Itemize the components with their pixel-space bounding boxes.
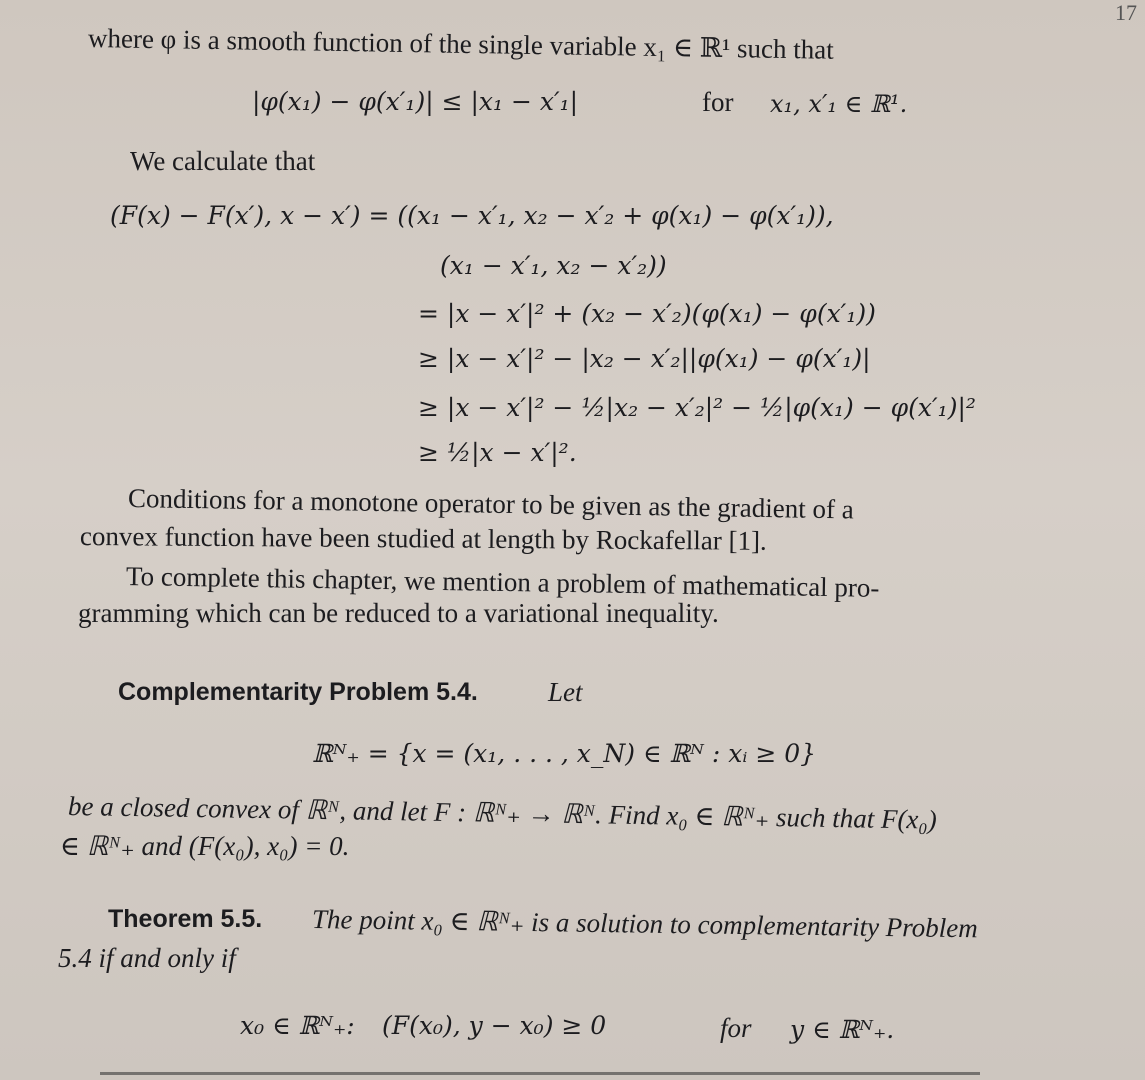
text-line-1: where φ is a smooth function of the single variable x₁ ∈ ℝ¹ such that [87,23,835,65]
text-line-13: gramming which can be reduced to a variational inequality. [78,598,719,628]
equation-line-4: ≥ |x − x′|² − |x₂ − x′₂||φ(x₁) − φ(x′₁)| [418,344,871,373]
theorem-condition-domain: x₀ ∈ ℝᴺ₊: [240,1011,355,1040]
lipschitz-domain: x₁, x′₁ ∈ ℝ¹. [770,90,908,118]
theorem-text-2: 5.4 if and only if [58,943,236,973]
equation-line-3: = |x − x′|² + (x₂ − x′₂)(φ(x₁) − φ(x′₁)) [418,299,876,328]
problem-text-2: ∈ ℝᴺ₊ and (F(x₀), x₀) = 0. [60,831,350,861]
problem-set-definition: ℝᴺ₊ = {x = (x₁, . . . , x_N) ∈ ℝᴺ : xᵢ ≥ 0} [312,739,817,768]
equation-line-1: (F(x) − F(x′), x − x′) = ((x₁ − x′₁, x₂ − x′₂ + φ(x₁) − φ(x′₁)), [110,201,834,230]
theorem-for-word: for [720,1013,752,1043]
text-line-12: To complete this chapter, we mention a problem of mathematical pro- [125,561,880,603]
bottom-rule [100,1072,980,1075]
theorem-inequality: (F(x₀), y − x₀) ≥ 0 [382,1011,607,1040]
problem-let: Let [548,677,583,707]
text-line-10: Conditions for a monotone operator to be given as the gradient of a [127,483,854,525]
text-line-3: We calculate that [130,146,316,176]
equation-line-6: ≥ ½|x − x′|². [418,438,577,467]
for-word: for [702,87,734,117]
theorem-heading: Theorem 5.5. [108,905,263,933]
theorem-for-domain: y ∈ ℝᴺ₊. [790,1015,895,1044]
page-number: 17 [1115,0,1137,25]
text-line-11: convex function have been studied at length by Rockafellar [1]. [79,521,767,556]
problem-text-1: be a closed convex of ℝᴺ, and let F : ℝᴺ₊ → ℝᴺ. Find x₀ ∈ ℝᴺ₊ such that F(x₀) [67,791,938,835]
equation-line-5: ≥ |x − x′|² − ½|x₂ − x′₂|² − ½|φ(x₁) − φ(x′₁)|² [418,393,976,422]
problem-heading: Complementarity Problem 5.4. [118,678,478,706]
equation-line-2: (x₁ − x′₁, x₂ − x′₂)) [440,251,667,280]
theorem-text-1: The point x₀ ∈ ℝᴺ₊ is a solution to complementarity Problem [311,904,978,944]
lipschitz-inequality: |φ(x₁) − φ(x′₁)| ≤ |x₁ − x′₁| [252,87,579,116]
